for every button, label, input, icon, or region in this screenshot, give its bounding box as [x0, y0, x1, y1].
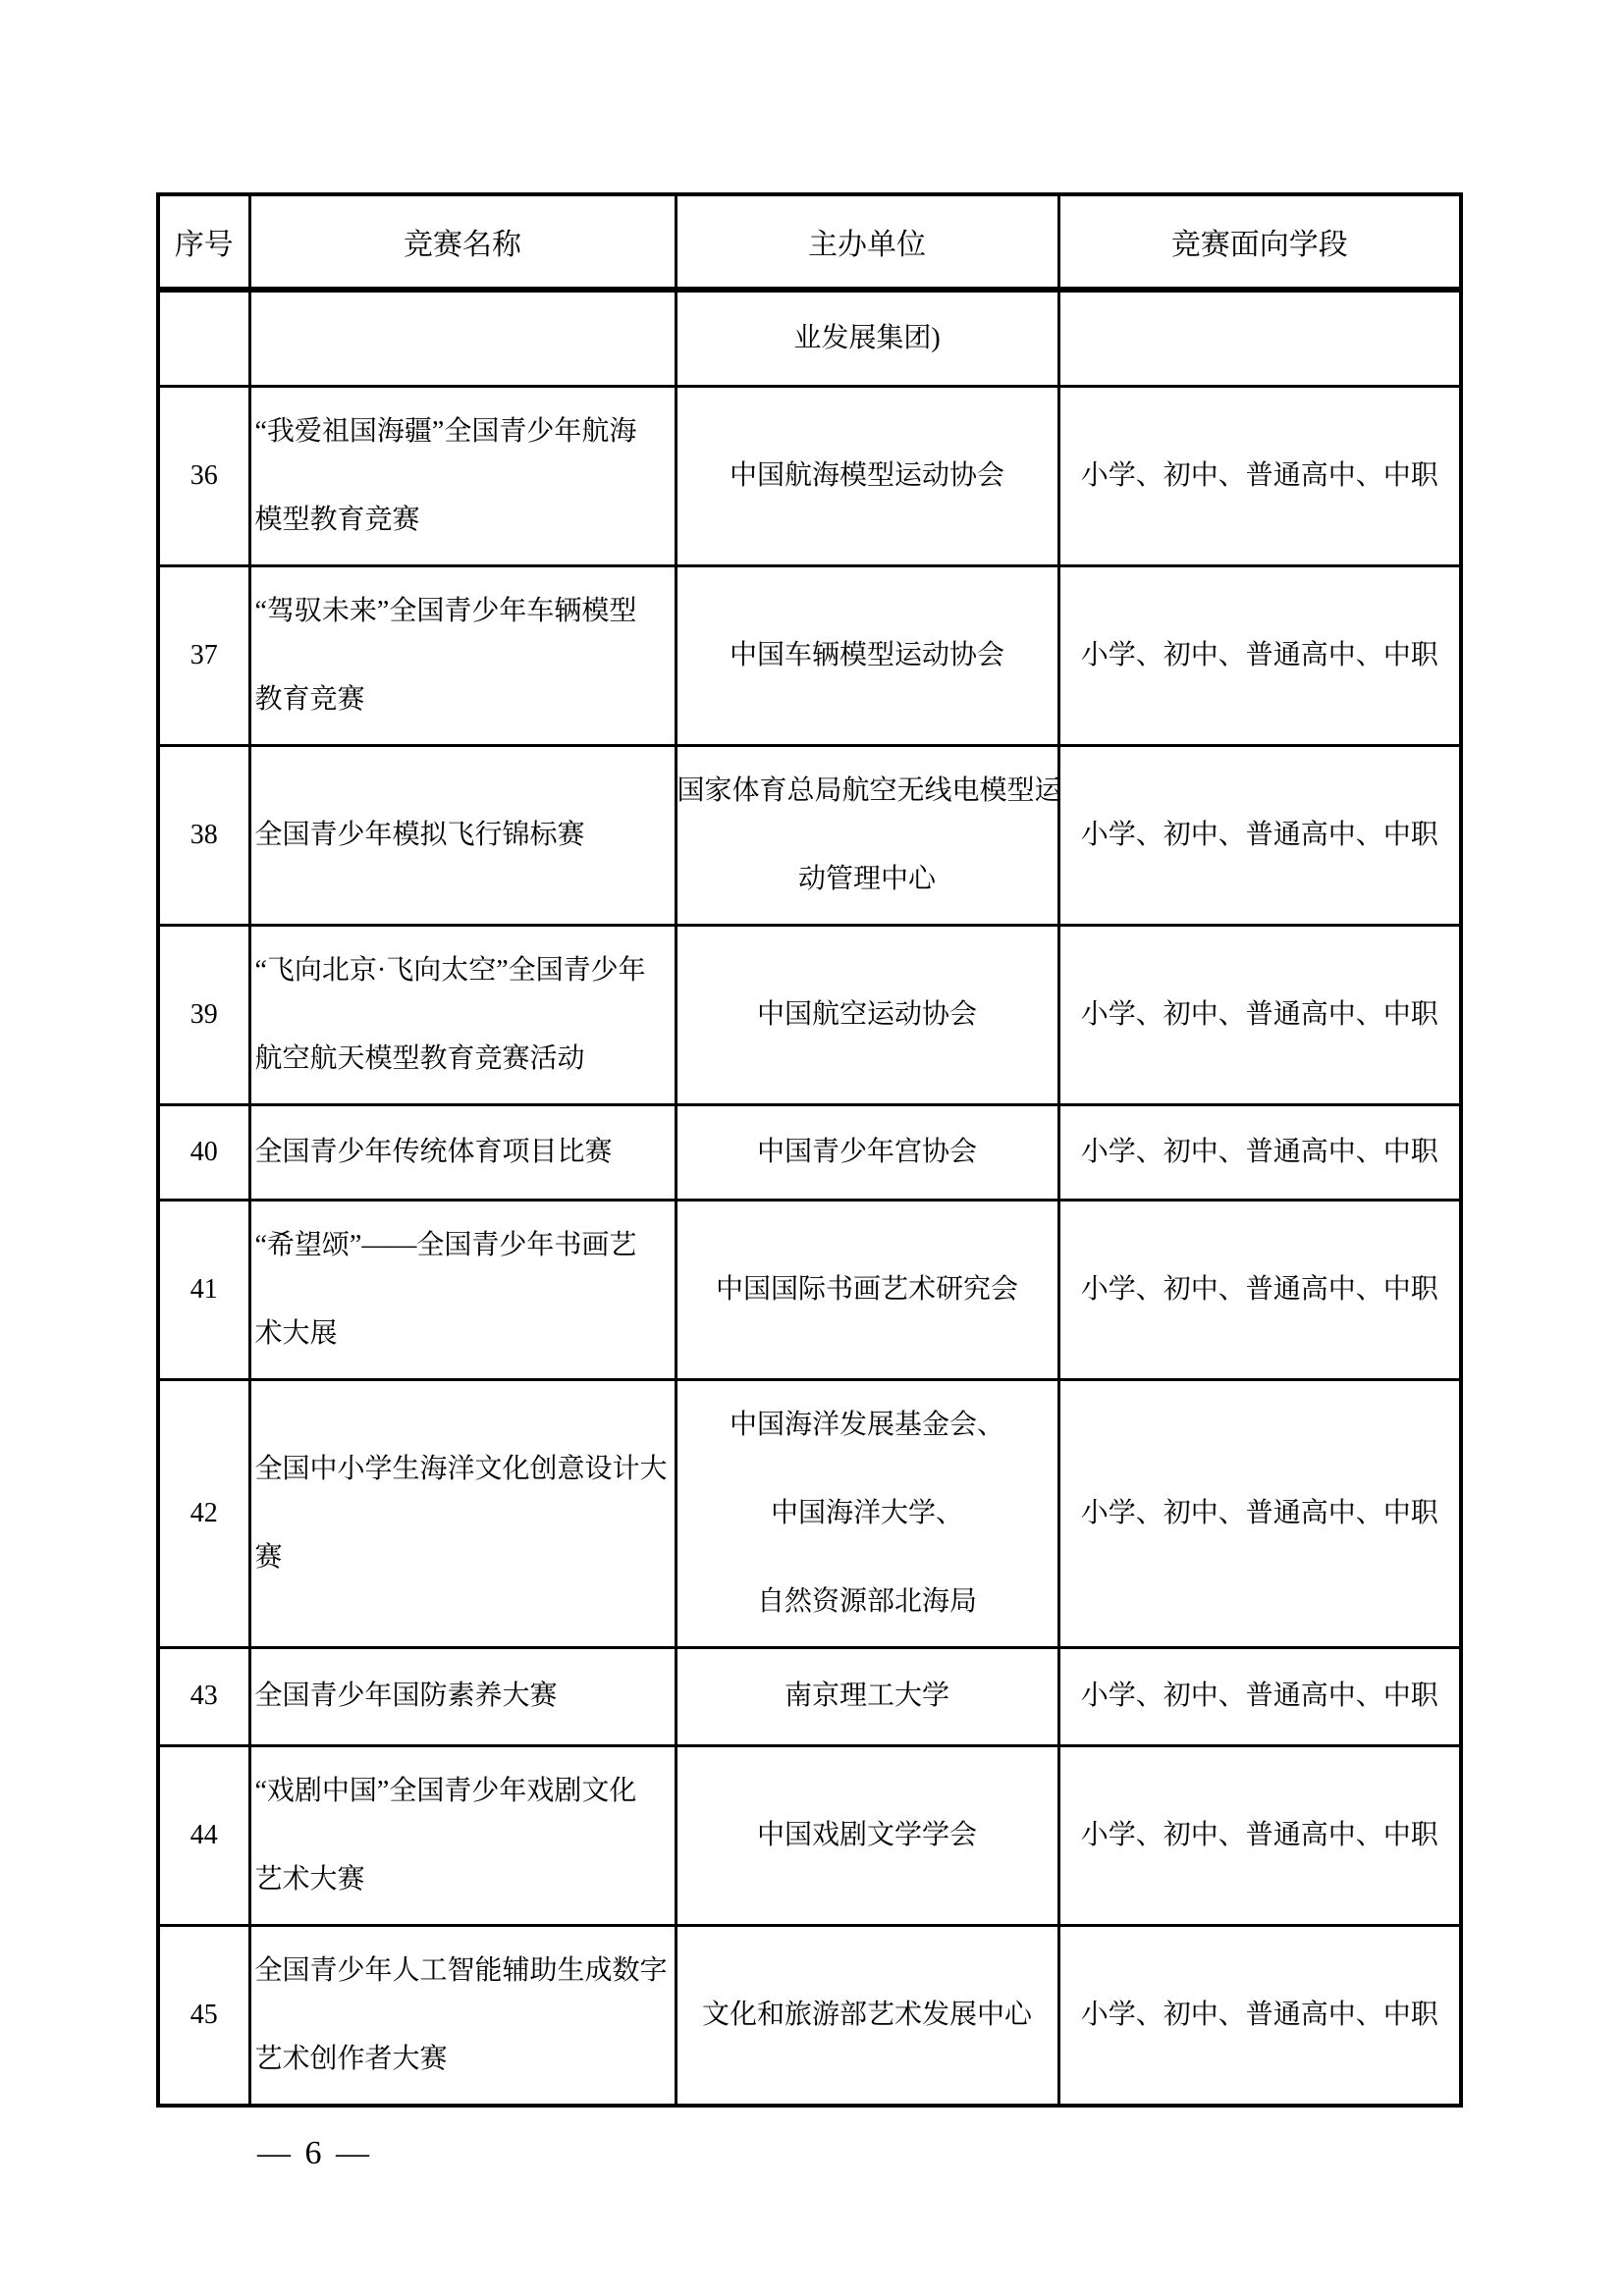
table-row: [158, 386, 1461, 565]
text-line: 中国戏剧文学学会: [756, 1819, 977, 1850]
stage-cell: [1058, 1200, 1461, 1379]
stage-cell: [1058, 1647, 1461, 1745]
competition-name-cell: [249, 1745, 676, 1925]
text-line: 小学、初中、普通高中、中职: [1080, 1497, 1438, 1528]
text-line: 中国航空运动协会: [756, 998, 977, 1030]
row-number-cell: 41: [158, 1200, 249, 1379]
row-number-cell: 36: [158, 386, 249, 565]
text-line: “驾驭未来”全国青少年车辆模型: [254, 595, 637, 626]
competition-name-cell: [249, 290, 676, 386]
row-number-cell: 45: [158, 1925, 249, 2106]
row-number-cell: 37: [158, 565, 249, 745]
competition-table: [156, 192, 1463, 2108]
stage-cell: [1058, 1745, 1461, 1925]
row-number-cell: 43: [158, 1647, 249, 1745]
row-number-cell: 42: [158, 1379, 249, 1647]
stage-cell: [1058, 745, 1461, 925]
organizer-cell: [676, 1104, 1058, 1200]
text-line: 小学、初中、普通高中、中职: [1080, 1999, 1438, 2030]
organizer-cell: [676, 1647, 1058, 1745]
competition-name-cell: [249, 1647, 676, 1745]
table-row: [158, 1200, 1461, 1379]
text-line: 全国青少年传统体育项目比赛: [254, 1136, 613, 1167]
table-row: [158, 1379, 1461, 1647]
text-line: 艺术创作者大赛: [254, 2043, 448, 2074]
stage-cell: [1058, 386, 1461, 565]
table-row: [158, 1104, 1461, 1200]
text-line: “戏剧中国”全国青少年戏剧文化: [254, 1775, 637, 1806]
stage-cell: [1058, 1379, 1461, 1647]
text-line: 小学、初中、普通高中、中职: [1080, 639, 1438, 670]
text-line: 南京理工大学: [784, 1681, 949, 1711]
col-header-organizer: 主办单位: [676, 194, 1058, 290]
text-line: 中国青少年宫协会: [756, 1136, 977, 1167]
organizer-cell: [676, 386, 1058, 565]
competition-name-cell: [249, 1104, 676, 1200]
row-number-cell: 38: [158, 745, 249, 925]
organizer-cell: [676, 925, 1058, 1104]
text-line: 动管理中心: [797, 863, 936, 894]
organizer-cell: [676, 1200, 1058, 1379]
row-number-cell: 40: [158, 1104, 249, 1200]
text-line: “我爱祖国海疆”全国青少年航海: [254, 415, 637, 447]
competition-name-cell: [249, 1925, 676, 2106]
row-number-cell: 44: [158, 1745, 249, 1925]
row-number-cell: [158, 290, 249, 386]
text-line: 业发展集团): [793, 322, 941, 353]
text-line: 全国青少年模拟飞行锦标赛: [254, 819, 585, 850]
competition-name-cell: [249, 745, 676, 925]
text-line: 小学、初中、普通高中、中职: [1080, 998, 1438, 1030]
text-line: 全国青少年人工智能辅助生成数字: [254, 1954, 668, 1986]
competition-name-cell: [249, 565, 676, 745]
organizer-cell: [676, 1379, 1058, 1647]
text-line: “飞向北京·飞向太空”全国青少年: [254, 954, 646, 986]
competition-name-cell: [249, 386, 676, 565]
text-line: 赛: [254, 1541, 283, 1573]
text-line: 小学、初中、普通高中、中职: [1080, 1681, 1438, 1711]
text-line: 小学、初中、普通高中、中职: [1080, 1273, 1438, 1305]
stage-cell: [1058, 1104, 1461, 1200]
stage-cell: [1058, 565, 1461, 745]
organizer-cell: [676, 565, 1058, 745]
text-line: 航空航天模型教育竞赛活动: [254, 1042, 585, 1074]
text-line: 教育竞赛: [254, 683, 365, 715]
text-line: 文化和旅游部艺术发展中心: [701, 1999, 1032, 2030]
text-line: 小学、初中、普通高中、中职: [1080, 459, 1438, 491]
competition-name-cell: [249, 925, 676, 1104]
col-header-number: 序号: [158, 194, 249, 290]
stage-cell: [1058, 290, 1461, 386]
competition-name-cell: [249, 1200, 676, 1379]
text-line: 全国青少年国防素养大赛: [254, 1681, 558, 1711]
text-line: 中国车辆模型运动协会: [729, 639, 1004, 670]
table-row: [158, 1745, 1461, 1925]
table-row: [158, 565, 1461, 745]
page-number: — 6 —: [257, 2135, 372, 2171]
table-row: [158, 1925, 1461, 2106]
text-line: 自然资源部北海局: [756, 1585, 977, 1617]
row-number-cell: 39: [158, 925, 249, 1104]
text-line: “希望颂”——全国青少年书画艺: [254, 1229, 637, 1260]
text-line: 中国海洋发展基金会、: [729, 1409, 1004, 1440]
stage-cell: [1058, 925, 1461, 1104]
text-line: 小学、初中、普通高中、中职: [1080, 819, 1438, 850]
organizer-cell: [676, 1925, 1058, 2106]
text-line: 模型教育竞赛: [254, 504, 420, 535]
text-line: 小学、初中、普通高中、中职: [1080, 1819, 1438, 1850]
text-line: 全国中小学生海洋文化创意设计大: [254, 1453, 668, 1484]
organizer-cell: [676, 745, 1062, 925]
text-line: 小学、初中、普通高中、中职: [1080, 1136, 1438, 1167]
text-line: 国家体育总局航空无线电模型运: [677, 774, 1062, 806]
table-row: [158, 745, 1461, 925]
table-row: [158, 925, 1461, 1104]
text-line: 中国航海模型运动协会: [729, 459, 1004, 491]
organizer-cell: [676, 290, 1058, 386]
organizer-cell: [676, 1745, 1058, 1925]
text-line: 艺术大赛: [254, 1863, 365, 1895]
table-row: [158, 290, 1461, 386]
col-header-stage: 竞赛面向学段: [1058, 194, 1461, 290]
text-line: 中国国际书画艺术研究会: [715, 1273, 1018, 1305]
table-row: [158, 1647, 1461, 1745]
text-line: 中国海洋大学、: [770, 1497, 963, 1528]
table-header-row: [158, 194, 1461, 290]
text-line: 术大展: [254, 1317, 338, 1349]
col-header-competition-name: 竞赛名称: [249, 194, 676, 290]
competition-name-cell: [249, 1379, 676, 1647]
stage-cell: [1058, 1925, 1461, 2106]
